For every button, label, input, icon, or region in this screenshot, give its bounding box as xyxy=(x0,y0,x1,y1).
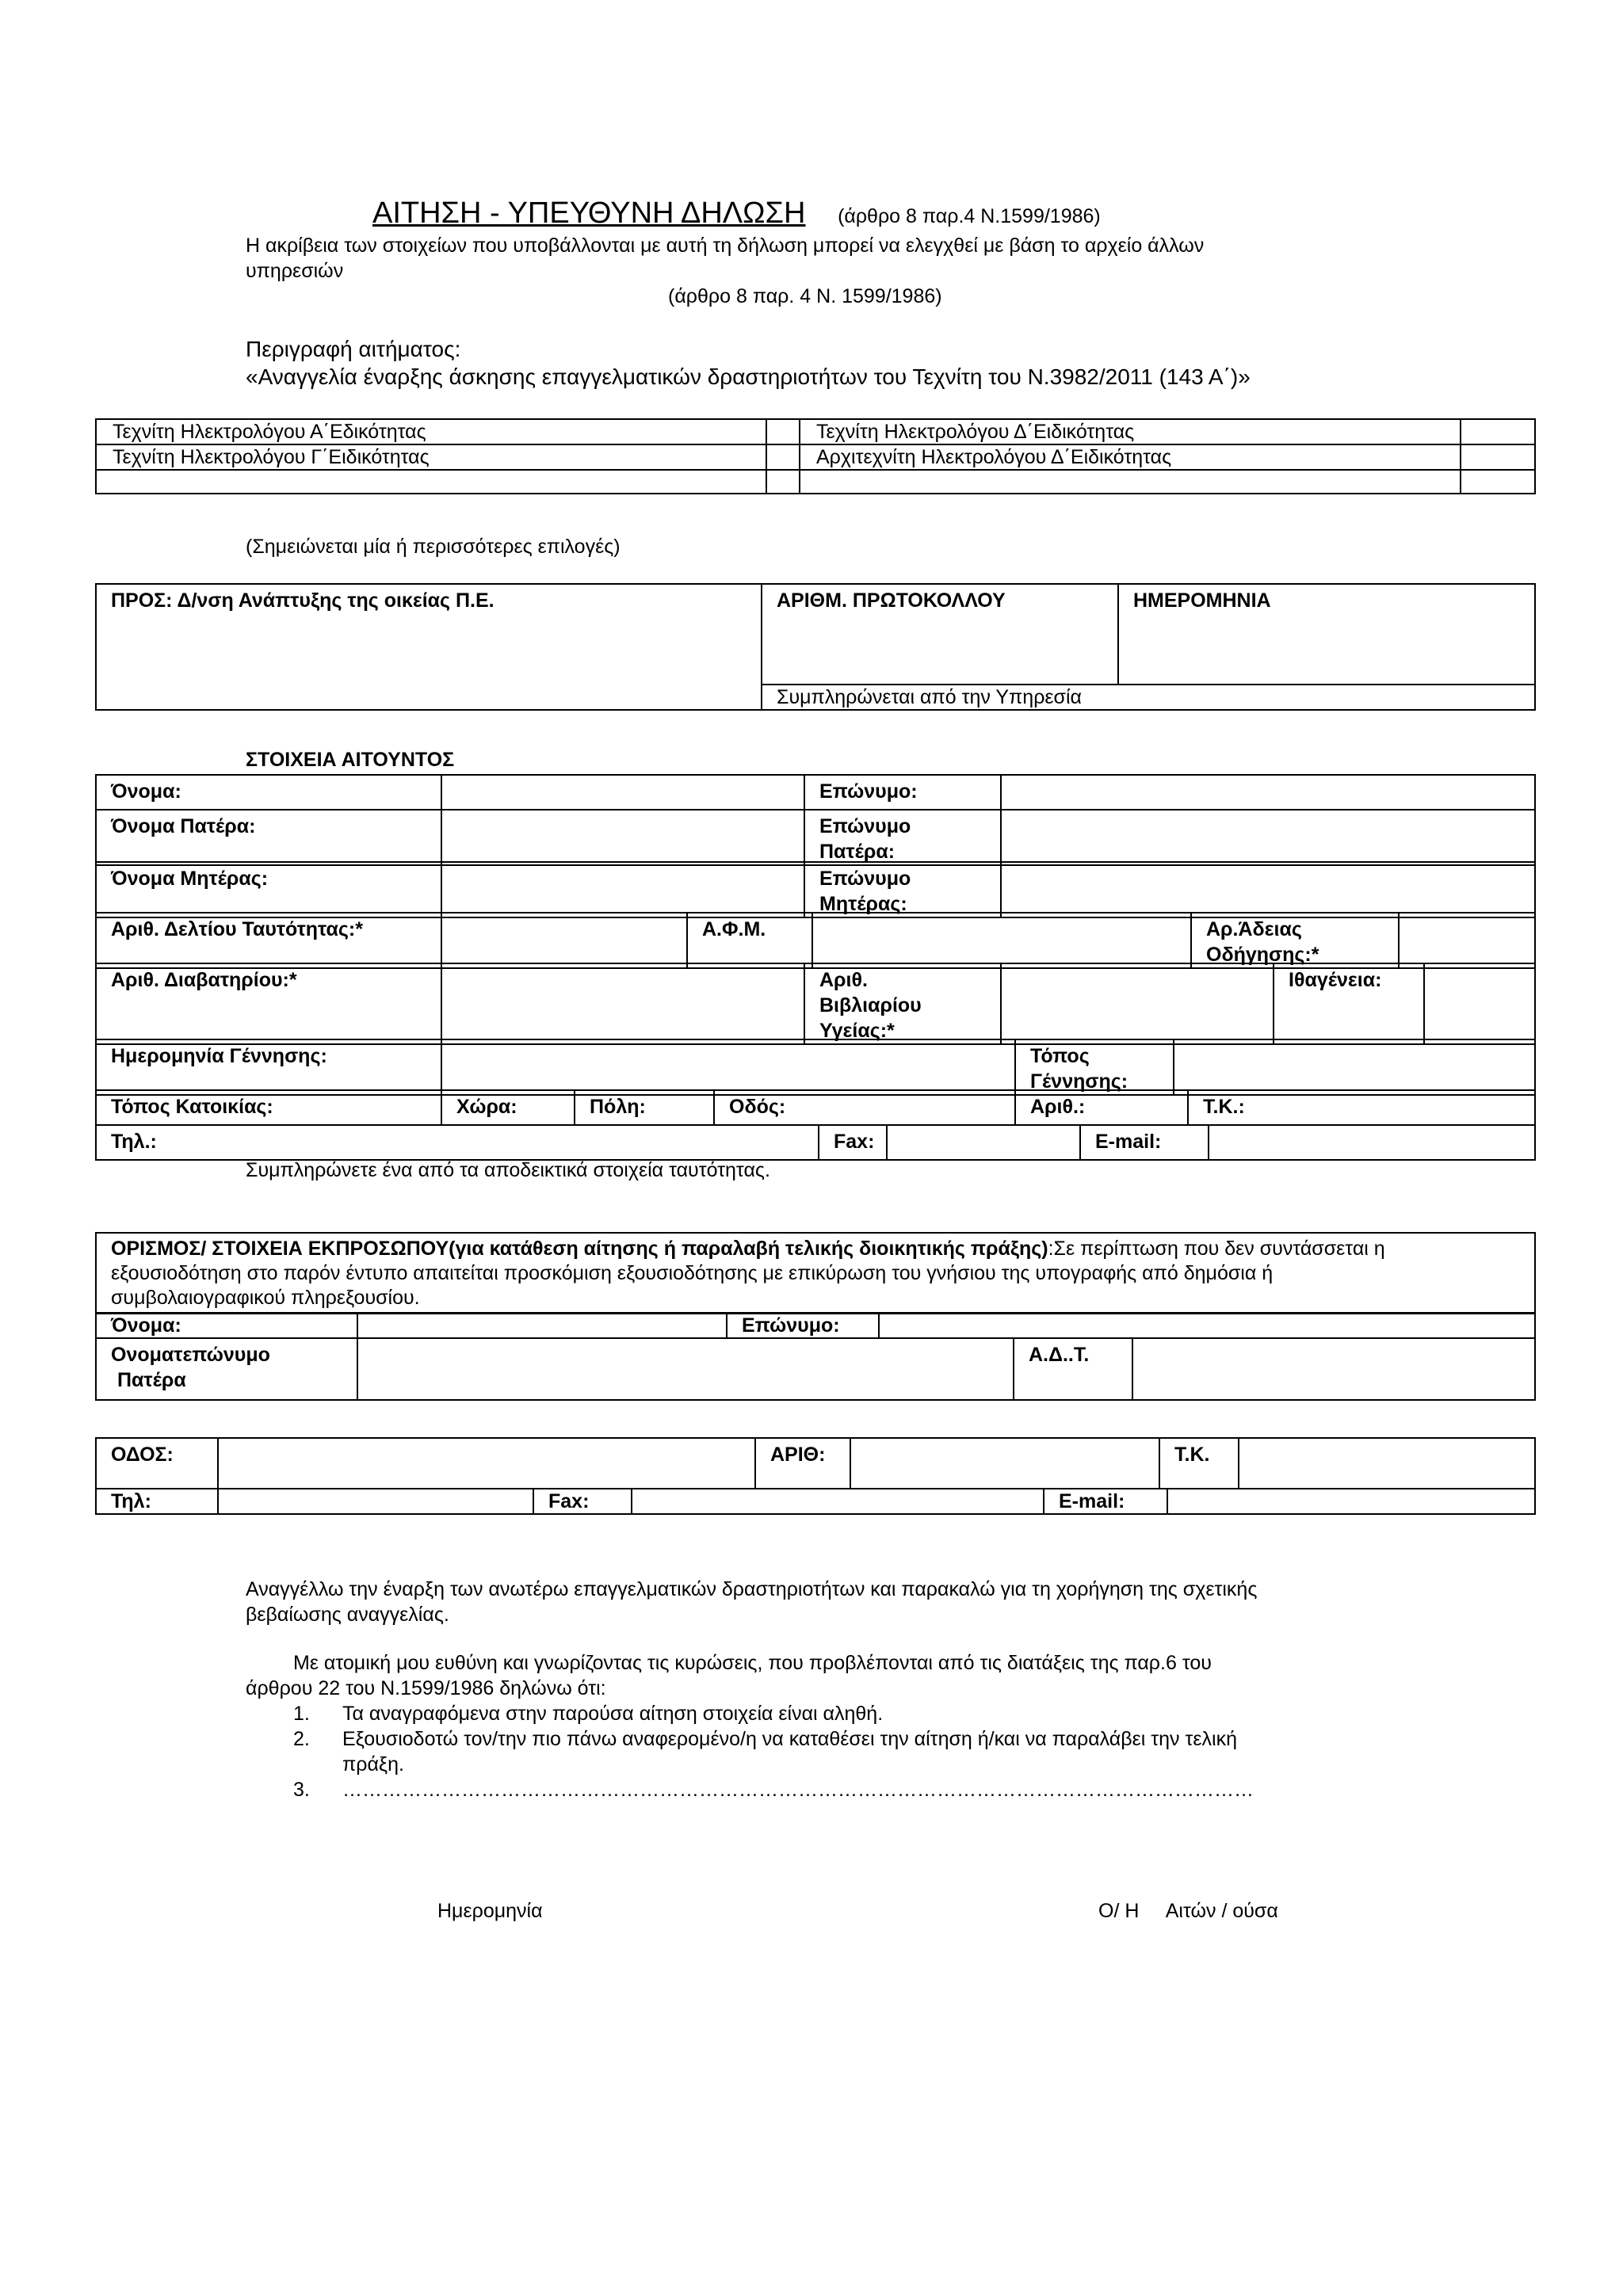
representative-table xyxy=(95,1232,1536,1314)
title-reference: (άρθρο 8 παρ.4 Ν.1599/1986) xyxy=(838,205,1101,227)
country-field[interactable]: Χώρα: xyxy=(441,1090,575,1125)
mother-name-input[interactable] xyxy=(441,862,804,917)
list-number: 2. xyxy=(293,1728,310,1750)
last-name-label: Επώνυμο: xyxy=(804,775,1001,810)
address-email-input[interactable] xyxy=(1167,1489,1535,1514)
address-street-row xyxy=(95,1437,1536,1489)
id-note: Συμπληρώνετε ένα από τα αποδεικτικά στοιχεία ταυτότητας. xyxy=(246,1159,770,1181)
address-contact-row xyxy=(95,1488,1536,1515)
specialty-label: Τεχνίτη Ηλεκτρολόγου Δ΄Ειδικότητας xyxy=(800,419,1461,444)
address-postal-input[interactable] xyxy=(1239,1438,1535,1489)
email-label: E-mail: xyxy=(1080,1125,1209,1160)
rep-father-fullname-input[interactable] xyxy=(357,1338,1014,1400)
document-title xyxy=(372,196,1101,231)
specialty-checkbox[interactable] xyxy=(766,470,800,494)
accuracy-note-line2: υπηρεσιών xyxy=(246,260,344,282)
rep-last-name-input[interactable] xyxy=(879,1313,1535,1338)
rep-first-name-label: Όνομα: xyxy=(96,1313,357,1338)
driving-license-label: Αρ.Άδειας Οδήγησης:* xyxy=(1191,913,1399,968)
mother-surname-input[interactable] xyxy=(1001,862,1535,917)
birth-place-label: Τόπος Γέννησης: xyxy=(1015,1039,1174,1095)
birth-date-input[interactable] xyxy=(441,1039,1015,1095)
request-description-text: «Αναγγελία έναρξης άσκησης επαγγελματικών δραστηριοτήτων του Τεχνίτη του Ν.3982/2011 (143 Α΄)» xyxy=(246,364,1251,389)
applicant-row-passport xyxy=(95,963,1536,1045)
last-name-input[interactable] xyxy=(1001,775,1535,810)
address-street-input[interactable] xyxy=(218,1438,755,1489)
address-street-label: ΟΔΟΣ: xyxy=(96,1438,218,1489)
father-surname-input[interactable] xyxy=(1001,810,1535,865)
address-number-label: ΑΡΙΘ: xyxy=(755,1438,850,1489)
address-phone-input[interactable] xyxy=(218,1489,533,1514)
applicant-row-residence xyxy=(95,1089,1536,1126)
number-field[interactable]: Αριθ.: xyxy=(1015,1090,1188,1125)
father-name-label: Όνομα Πατέρα: xyxy=(96,810,441,865)
specialty-row xyxy=(96,470,1535,494)
date-field[interactable]: ΗΜΕΡΟΜΗΝΙΑ xyxy=(1118,584,1535,685)
declaration-intro-line2: άρθρου 22 του Ν.1599/1986 δηλώνω ότι: xyxy=(246,1677,606,1699)
driving-license-input[interactable] xyxy=(1399,913,1535,968)
father-name-input[interactable] xyxy=(441,810,804,865)
id-card-label: Αριθ. Δελτίου Ταυτότητας:* xyxy=(96,913,441,968)
list-number: 1. xyxy=(293,1703,310,1725)
specialty-label: Αρχιτεχνίτη Ηλεκτρολόγου Δ΄Ειδικότητας xyxy=(800,444,1461,470)
list-item-text: Εξουσιοδοτώ τον/την πιο πάνω αναφερομένο/η να καταθέσει την αίτηση ή/και να παραλάβει την τελική xyxy=(342,1728,1237,1750)
address-phone-label: Τηλ: xyxy=(96,1489,218,1514)
specialty-label[interactable] xyxy=(800,470,1461,494)
specialty-row xyxy=(96,419,1535,444)
birth-place-input[interactable] xyxy=(1174,1039,1535,1095)
specialties-note: (Σημειώνεται μία ή περισσότερες επιλογές) xyxy=(246,536,621,558)
rep-first-name-input[interactable] xyxy=(357,1313,727,1338)
declaration-intro-line1: Με ατομική μου ευθύνη και γνωρίζοντας τις κυρώσεις, που προβλέπονται από τις διατάξεις της παρ.6 του xyxy=(293,1652,1212,1674)
title-text: ΑΙΤΗΣΗ - ΥΠΕΥΘΥΝΗ ΔΗΛΩΣΗ xyxy=(372,196,806,230)
accuracy-note-line1: Η ακρίβεια των στοιχείων που υποβάλλονται με αυτή τη δήλωση μπορεί να ελεγχθεί με βάση το αρχείο άλλων xyxy=(246,235,1205,257)
applicant-row-mother xyxy=(95,861,1536,918)
announcement-line1: Αναγγέλλω την έναρξη των ανωτέρω επαγγελματικών δραστηριοτήτων και παρακαλώ για τη χορήγηση της σχετικής xyxy=(246,1578,1258,1600)
address-fax-input[interactable] xyxy=(632,1489,1044,1514)
address-number-input[interactable] xyxy=(850,1438,1159,1489)
representative-father-row xyxy=(95,1337,1536,1401)
postal-code-field[interactable]: Τ.Κ.: xyxy=(1188,1090,1535,1125)
address-fax-label: Fax: xyxy=(533,1489,632,1514)
health-book-label: Αριθ. Βιβλιαρίου Υγείας:* xyxy=(804,963,1001,1044)
applicant-row-father xyxy=(95,809,1536,866)
fax-input[interactable] xyxy=(887,1125,1080,1160)
list-item-text: Τα αναγραφόμενα στην παρούσα αίτηση στοιχεία είναι αληθή. xyxy=(342,1703,884,1725)
footer-applicant-label: Ο/ Η Αιτών / ούσα xyxy=(1098,1900,1278,1922)
birth-date-label: Ημερομηνία Γέννησης: xyxy=(96,1039,441,1095)
passport-input[interactable] xyxy=(441,963,804,1044)
specialty-row xyxy=(96,444,1535,470)
rep-father-fullname-label: Ονοματεπώνυμο Πατέρα xyxy=(96,1338,357,1400)
first-name-label: Όνομα: xyxy=(96,775,441,810)
specialty-checkbox[interactable] xyxy=(1461,419,1535,444)
afm-input[interactable] xyxy=(812,913,1191,968)
specialties-table xyxy=(95,418,1536,494)
rep-adt-input[interactable] xyxy=(1132,1338,1535,1400)
phone-field[interactable]: Τηλ.: xyxy=(96,1125,819,1160)
mother-surname-label: Επώνυμο Μητέρας: xyxy=(804,862,1001,917)
list-item-text: πράξη. xyxy=(342,1753,404,1775)
specialty-checkbox[interactable] xyxy=(766,444,800,470)
request-description-label: Περιγραφή αιτήματος: xyxy=(246,337,461,361)
specialty-checkbox[interactable] xyxy=(1461,470,1535,494)
father-surname-label: Επώνυμο Πατέρα: xyxy=(804,810,1001,865)
protocol-number-field[interactable]: ΑΡΙΘΜ. ΠΡΩΤΟΚΟΛΛΟΥ xyxy=(762,584,1118,685)
footer-date-label: Ημερομηνία xyxy=(437,1900,543,1922)
mother-name-label: Όνομα Μητέρας: xyxy=(96,862,441,917)
rep-last-name-label: Επώνυμο: xyxy=(727,1313,879,1338)
recipient-to: ΠΡΟΣ: Δ/νση Ανάπτυξης της οικείας Π.Ε. xyxy=(96,584,762,710)
afm-label: Α.Φ.Μ. xyxy=(687,913,812,968)
list-item-text[interactable]: ………………………………………………………………………………………………………………………… xyxy=(342,1779,1254,1801)
rep-adt-label: Α.Δ..Τ. xyxy=(1014,1338,1132,1400)
residence-label: Τόπος Κατοικίας: xyxy=(96,1090,441,1125)
specialty-label: Τεχνίτη Ηλεκτρολόγου Α΄Εδικότητας xyxy=(96,419,766,444)
applicant-row-ids xyxy=(95,912,1536,969)
applicant-row-contact xyxy=(95,1124,1536,1161)
fax-label: Fax: xyxy=(819,1125,887,1160)
specialty-label: Τεχνίτη Ηλεκτρολόγου Γ΄Ειδικότητας xyxy=(96,444,766,470)
service-note: Συμπληρώνεται από την Υπηρεσία xyxy=(762,685,1535,710)
address-postal-label: Τ.Κ. xyxy=(1159,1438,1239,1489)
list-number: 3. xyxy=(293,1779,310,1801)
city-field[interactable]: Πόλη: xyxy=(575,1090,714,1125)
specialty-label[interactable] xyxy=(96,470,766,494)
id-card-input[interactable] xyxy=(441,913,687,968)
recipient-table xyxy=(95,583,1536,711)
nationality-input[interactable] xyxy=(1424,963,1535,1044)
passport-label: Αριθ. Διαβατηρίου:* xyxy=(96,963,441,1044)
specialty-checkbox[interactable] xyxy=(1461,444,1535,470)
nationality-label: Ιθαγένεια: xyxy=(1274,963,1424,1044)
first-name-input[interactable] xyxy=(441,775,804,810)
representative-name-row xyxy=(95,1312,1536,1339)
address-email-label: E-mail: xyxy=(1044,1489,1167,1514)
street-field[interactable]: Οδός: xyxy=(714,1090,1015,1125)
applicant-section-title: ΣΤΟΙΧΕΙΑ ΑΙΤΟΥΝΤΟΣ xyxy=(246,749,455,771)
applicant-row-name xyxy=(95,774,1536,810)
email-input[interactable] xyxy=(1209,1125,1535,1160)
health-book-input[interactable] xyxy=(1001,963,1274,1044)
applicant-row-birth xyxy=(95,1039,1536,1096)
accuracy-reference: (άρθρο 8 παρ. 4 Ν. 1599/1986) xyxy=(668,285,942,307)
specialty-checkbox[interactable] xyxy=(766,419,800,444)
announcement-line2: βεβαίωσης αναγγελίας. xyxy=(246,1604,449,1626)
representative-heading: ΟΡΙΣΜΟΣ/ ΣΤΟΙΧΕΙΑ ΕΚΠΡΟΣΩΠΟΥ(για κατάθεση αίτησης ή παραλαβή τελικής διοικητικής πράξης):Σε περίπτωση που δεν συντάσσεται η εξουσιοδότηση στο παρόν έντυπο απαιτείται προσκόμιση εξουσιοδότησης με επικύρωση του γνήσιου της υπογραφής από δημόσια ή συμβολαιογραφικού πληρεξουσίου. xyxy=(96,1233,1535,1314)
